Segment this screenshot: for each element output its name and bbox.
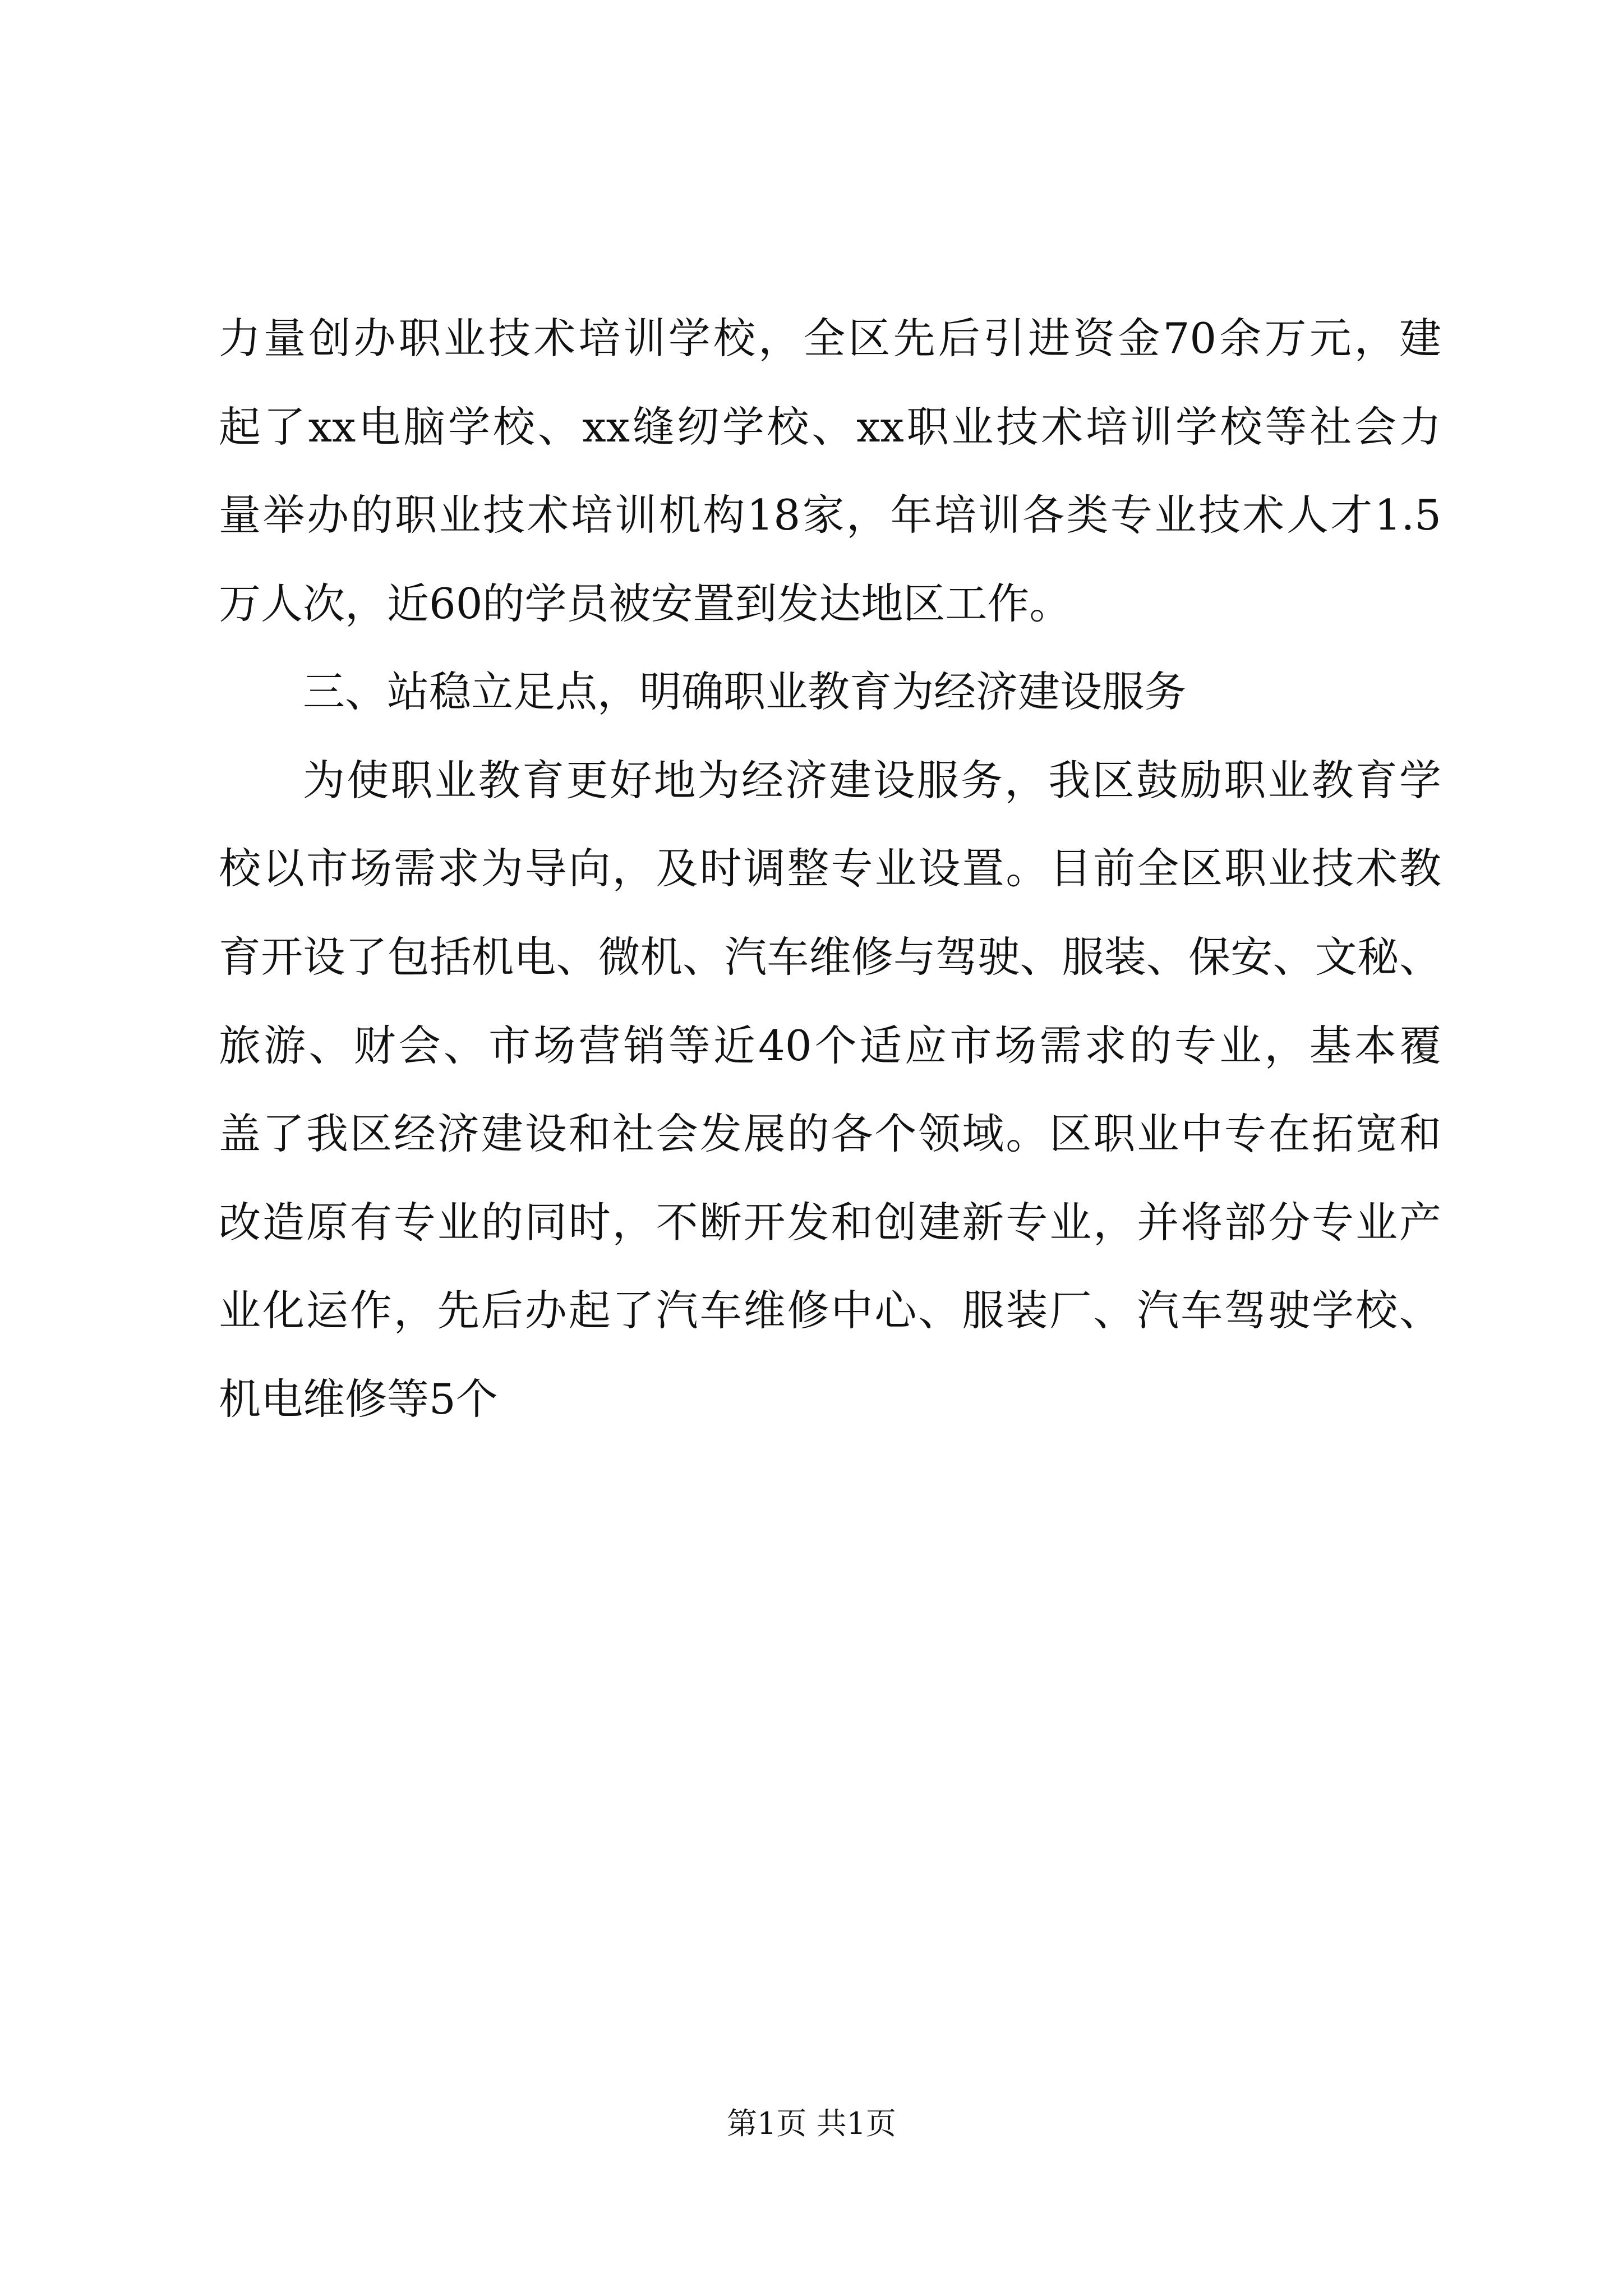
paragraph-1-line-2: 起了xx电脑学校、xx缝纫学校、xx职业技术培训学校等社会力 bbox=[219, 402, 1441, 452]
section-heading-3: 三、站稳立足点，明确职业教育为经济建设服务 bbox=[303, 667, 1187, 716]
paragraph-2-line-6: 改造原有专业的同时，不断开发和创建新专业，并将部分专业产 bbox=[219, 1198, 1441, 1247]
paragraph-2-line-3: 育开设了包括机电、微机、汽车维修与驾驶、服装、保安、文秘、 bbox=[219, 932, 1441, 982]
paragraph-1-line-1: 力量创办职业技术培训学校，全区先后引进资金70余万元，建 bbox=[219, 314, 1441, 363]
paragraph-2-line-4: 旅游、财会、市场营销等近40个适应市场需求的专业，基本覆 bbox=[219, 1021, 1441, 1070]
paragraph-2-line-1: 为使职业教育更好地为经济建设服务，我区鼓励职业教育学 bbox=[303, 756, 1441, 805]
paragraph-2-line-2: 校以市场需求为导向，及时调整专业设置。目前全区职业技术教 bbox=[219, 844, 1441, 893]
paragraph-2-line-5: 盖了我区经济建设和社会发展的各个领域。区职业中专在拓宽和 bbox=[219, 1109, 1441, 1158]
paragraph-1-line-3: 量举办的职业技术培训机构18家，年培训各类专业技术人才1.5 bbox=[219, 490, 1441, 540]
paragraph-2-line-7: 业化运作，先后办起了汽车维修中心、服装厂、汽车驾驶学校、 bbox=[219, 1286, 1441, 1335]
page-footer: 第1页 共1页 bbox=[727, 2106, 896, 2141]
paragraph-2-line-8: 机电维修等5个 bbox=[219, 1374, 498, 1424]
paragraph-1-line-4: 万人次，近60的学员被安置到发达地区工作。 bbox=[219, 579, 1072, 628]
